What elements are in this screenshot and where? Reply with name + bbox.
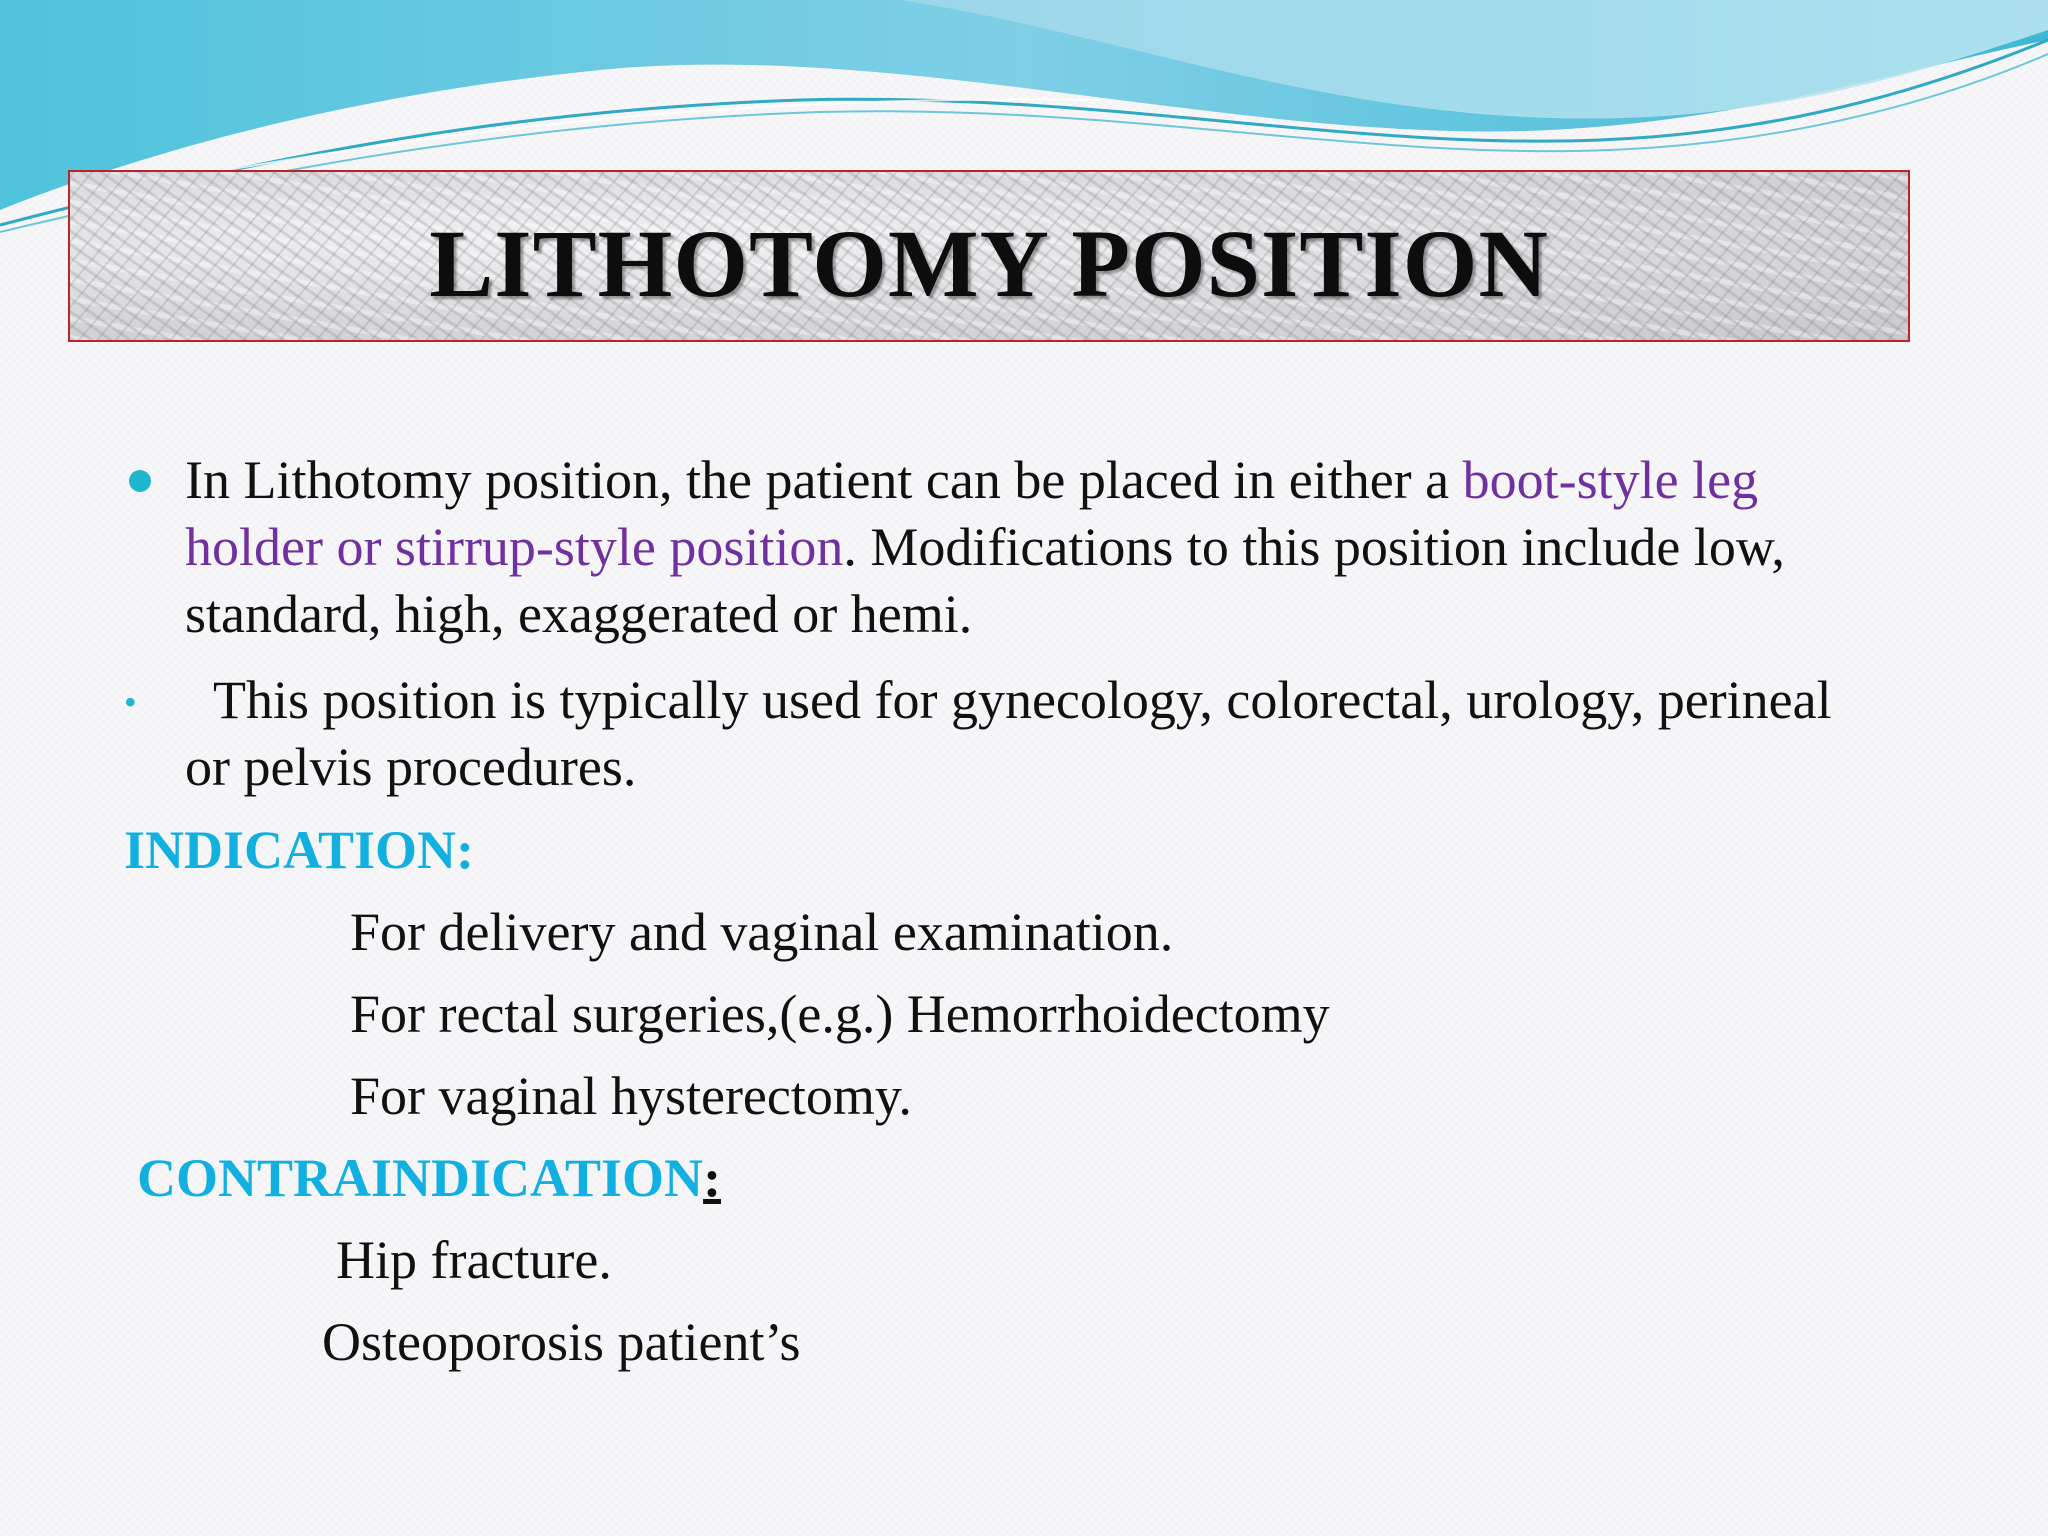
contraindication-item: Hip fracture. bbox=[336, 1230, 612, 1290]
indication-item: For vaginal hysterectomy. bbox=[350, 1066, 912, 1126]
bullet-2-line-1: This position is typically used for gynecology, colorectal, urology, perineal bbox=[213, 670, 1832, 730]
indication-heading: INDICATION: bbox=[124, 820, 475, 880]
bullet-1-post: . Modifications to this position include low, bbox=[843, 517, 1785, 577]
slide-title: LITHOTOMY POSITION bbox=[429, 209, 1549, 317]
contraindication-item: Osteoporosis patient’s bbox=[322, 1312, 801, 1372]
bullet-1-text bbox=[185, 447, 1905, 648]
bullet-2-line-2: or pelvis procedures. bbox=[185, 737, 637, 797]
indication-item: For rectal surgeries,(e.g.) Hemorrhoidectomy bbox=[350, 984, 1330, 1044]
contraindication-colon: : bbox=[703, 1148, 722, 1208]
bullet-dot-icon bbox=[129, 470, 151, 492]
indication-item: For delivery and vaginal examination. bbox=[350, 902, 1174, 962]
bullet-1-pre: In Lithotomy position, the patient can be placed in either a bbox=[185, 450, 1463, 510]
bullet-1-accent-2: holder or stirrup-style position bbox=[185, 517, 844, 577]
bullet-small-icon: • bbox=[124, 682, 137, 722]
bullet-1-line-3: standard, high, exaggerated or hemi. bbox=[185, 584, 973, 644]
contraindication-heading bbox=[137, 1148, 721, 1208]
contraindication-heading-text: CONTRAINDICATION bbox=[137, 1148, 704, 1208]
bullet-1-accent-1: boot-style leg bbox=[1462, 450, 1759, 510]
